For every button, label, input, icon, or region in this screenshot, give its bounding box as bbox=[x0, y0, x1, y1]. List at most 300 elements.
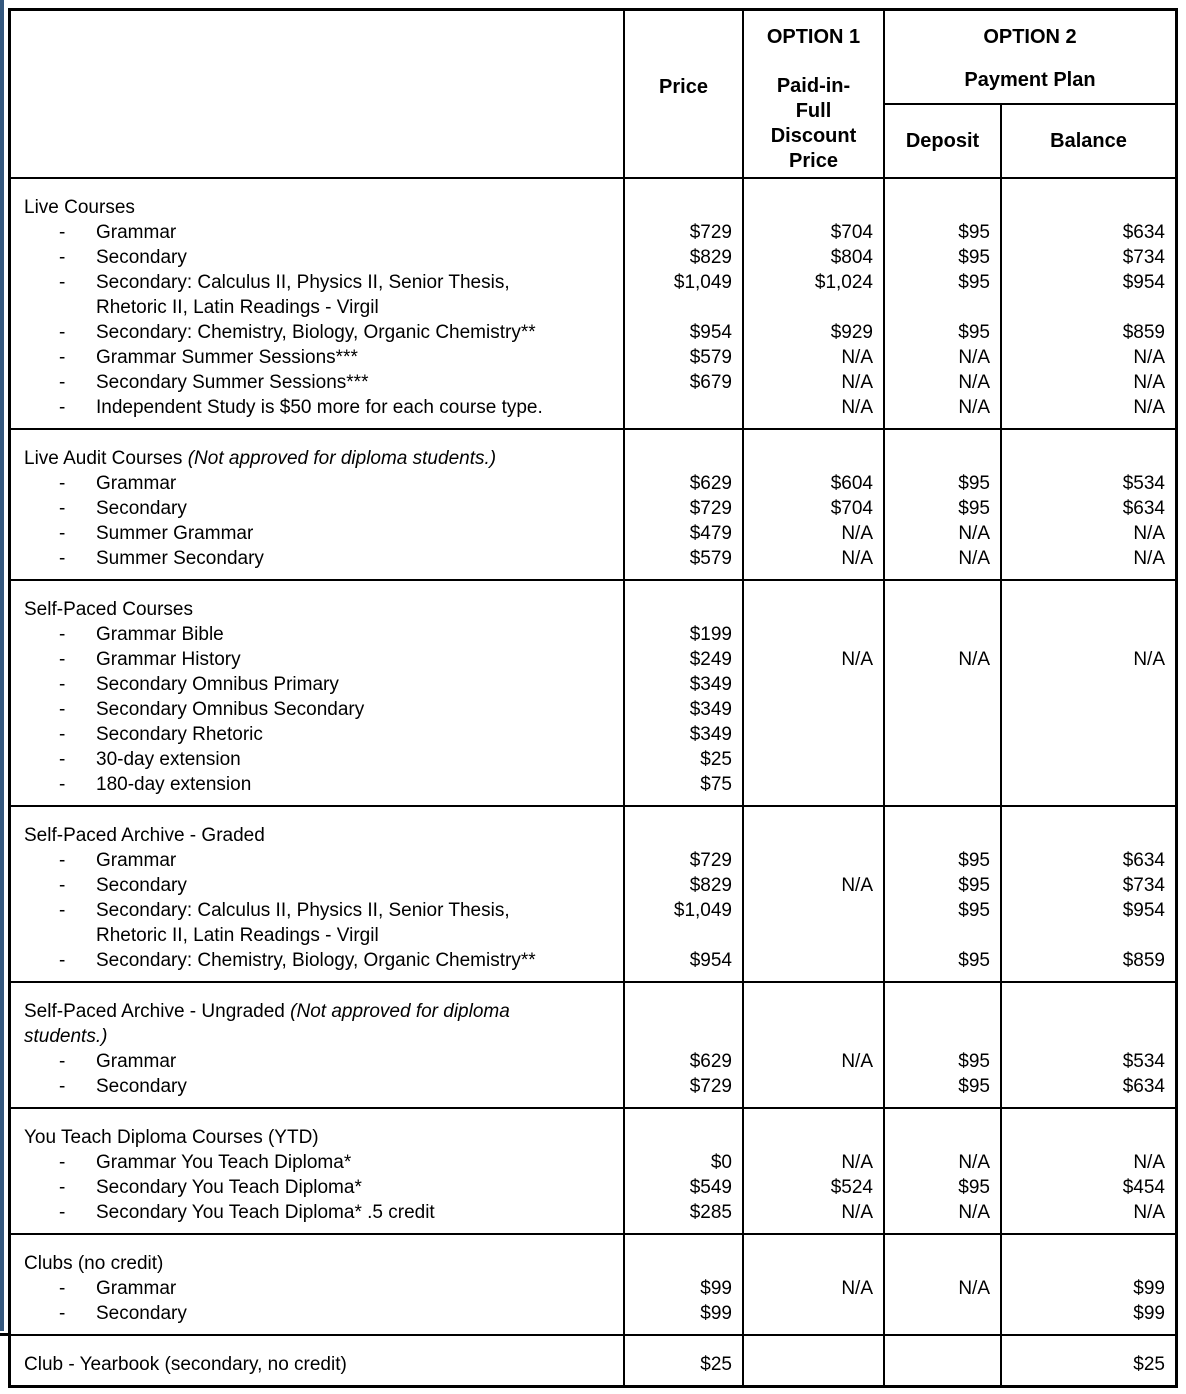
price-value bbox=[625, 195, 742, 220]
bullet-dash: - bbox=[59, 1076, 66, 1097]
label-text: 180-day extension bbox=[96, 774, 252, 795]
col-header-option1-sub: Paid-in-Full Discount Price bbox=[770, 75, 857, 172]
balance-column-cell bbox=[1000, 983, 1175, 1107]
label-text: Grammar Bible bbox=[96, 624, 224, 645]
section-labels bbox=[11, 1235, 623, 1334]
bullet-dash: - bbox=[59, 749, 66, 770]
balance-value: N/A bbox=[1133, 397, 1165, 418]
section-heading-line bbox=[23, 597, 617, 622]
balance-value: $634 bbox=[1122, 498, 1165, 519]
price-value: $954 bbox=[689, 322, 732, 343]
price-value: $99 bbox=[700, 1278, 732, 1299]
price-column-cell bbox=[623, 1235, 742, 1334]
bullet-dash: - bbox=[59, 548, 66, 569]
deposit-value: $95 bbox=[958, 322, 990, 343]
label-text: Secondary You Teach Diploma* .5 credit bbox=[96, 1202, 435, 1223]
label-text: Secondary bbox=[96, 247, 187, 268]
price-value: $829 bbox=[689, 875, 732, 896]
col-header-option1-cell bbox=[742, 11, 883, 177]
price-value: $829 bbox=[689, 247, 732, 268]
deposit-value bbox=[885, 772, 1000, 797]
balance-value: N/A bbox=[1133, 372, 1165, 393]
balance-value: $634 bbox=[1122, 850, 1165, 871]
balance-value: $534 bbox=[1122, 1051, 1165, 1072]
course-label-line bbox=[23, 1049, 617, 1074]
col-header-option2: OPTION 2 bbox=[983, 26, 1077, 48]
option1-value bbox=[744, 1352, 883, 1377]
option1-value bbox=[744, 898, 883, 923]
course-label-line bbox=[23, 521, 617, 546]
balance-value bbox=[1002, 597, 1175, 622]
price-column-cell bbox=[623, 179, 742, 428]
price-value: $629 bbox=[689, 1051, 732, 1072]
price-value: $199 bbox=[689, 624, 732, 645]
section-heading-line bbox=[23, 1125, 617, 1150]
option1-value bbox=[744, 747, 883, 772]
label-text: Secondary Omnibus Secondary bbox=[96, 699, 365, 720]
balance-value: N/A bbox=[1133, 523, 1165, 544]
option1-value bbox=[744, 1125, 883, 1150]
price-value bbox=[625, 295, 742, 320]
option1-value bbox=[744, 1301, 883, 1326]
deposit-column-cell bbox=[883, 983, 1000, 1107]
deposit-value: N/A bbox=[958, 397, 990, 418]
option1-value: N/A bbox=[841, 649, 873, 670]
col-header-option2-cell bbox=[885, 11, 1175, 103]
price-value: $629 bbox=[689, 473, 732, 494]
section-you-teach-diploma-courses bbox=[11, 1107, 1175, 1233]
deposit-value: $95 bbox=[958, 900, 990, 921]
option1-value bbox=[744, 772, 883, 797]
bullet-dash: - bbox=[59, 1177, 66, 1198]
option1-value: N/A bbox=[841, 875, 873, 896]
option1-column-cell bbox=[742, 807, 883, 981]
option1-value: N/A bbox=[841, 1202, 873, 1223]
course-label-line bbox=[23, 697, 617, 722]
balance-value bbox=[1002, 823, 1175, 848]
label-text: Secondary: Calculus II, Physics II, Senior Thesis, bbox=[96, 900, 510, 921]
label-text: Clubs (no credit) bbox=[24, 1253, 164, 1274]
price-value bbox=[625, 446, 742, 471]
section-heading-line bbox=[23, 999, 617, 1024]
price-value bbox=[625, 923, 742, 948]
deposit-value bbox=[885, 597, 1000, 622]
option1-value: N/A bbox=[841, 397, 873, 418]
label-text: Grammar bbox=[96, 473, 177, 494]
price-value bbox=[625, 1024, 742, 1049]
course-label-line bbox=[23, 546, 617, 571]
price-value: $75 bbox=[700, 774, 732, 795]
label-text: You Teach Diploma Courses (YTD) bbox=[24, 1127, 319, 1148]
bullet-dash: - bbox=[59, 850, 66, 871]
deposit-value bbox=[885, 195, 1000, 220]
option1-value bbox=[744, 622, 883, 647]
course-label-line bbox=[23, 848, 617, 873]
course-label-line bbox=[23, 370, 617, 395]
balance-column-cell bbox=[1000, 179, 1175, 428]
balance-value bbox=[1002, 999, 1175, 1024]
label-text: Club - Yearbook (secondary, no credit) bbox=[24, 1354, 347, 1375]
option1-value: N/A bbox=[841, 1051, 873, 1072]
header-empty-cell bbox=[11, 11, 623, 177]
option1-value bbox=[744, 672, 883, 697]
label-text: Secondary: Calculus II, Physics II, Senior Thesis, bbox=[96, 272, 510, 293]
deposit-value bbox=[885, 747, 1000, 772]
section-club-yearbook bbox=[11, 1334, 1175, 1385]
balance-value bbox=[1002, 1251, 1175, 1276]
pricing-table bbox=[8, 8, 1178, 1388]
option1-column-cell bbox=[742, 1109, 883, 1233]
col-header-payment-plan: Payment Plan bbox=[964, 69, 1096, 91]
deposit-value bbox=[885, 1125, 1000, 1150]
course-label-line bbox=[23, 622, 617, 647]
balance-value bbox=[1002, 697, 1175, 722]
option1-value bbox=[744, 823, 883, 848]
price-value bbox=[625, 823, 742, 848]
balance-value: N/A bbox=[1133, 347, 1165, 368]
option1-value bbox=[744, 195, 883, 220]
price-value: $349 bbox=[689, 724, 732, 745]
bullet-dash: - bbox=[59, 774, 66, 795]
price-column-cell bbox=[623, 430, 742, 579]
balance-column-cell bbox=[1000, 1109, 1175, 1233]
course-label-line bbox=[23, 1150, 617, 1175]
option1-value: $804 bbox=[830, 247, 873, 268]
bullet-dash: - bbox=[59, 247, 66, 268]
course-label-line bbox=[23, 873, 617, 898]
deposit-column-cell bbox=[883, 430, 1000, 579]
deposit-column-cell bbox=[883, 807, 1000, 981]
balance-value: $99 bbox=[1133, 1303, 1165, 1324]
price-value: $729 bbox=[689, 850, 732, 871]
deposit-value: $95 bbox=[958, 1051, 990, 1072]
price-value bbox=[625, 597, 742, 622]
option1-value: $524 bbox=[830, 1177, 873, 1198]
deposit-value bbox=[885, 672, 1000, 697]
option1-value bbox=[744, 295, 883, 320]
option1-value bbox=[744, 722, 883, 747]
table-body bbox=[11, 177, 1175, 1385]
bullet-dash: - bbox=[59, 875, 66, 896]
label-text: Secondary You Teach Diploma* bbox=[96, 1177, 362, 1198]
deposit-value bbox=[885, 923, 1000, 948]
balance-value: N/A bbox=[1133, 1202, 1165, 1223]
balance-value: N/A bbox=[1133, 548, 1165, 569]
course-label-line bbox=[23, 923, 617, 948]
price-value bbox=[625, 999, 742, 1024]
price-column-cell bbox=[623, 1109, 742, 1233]
label-text: Secondary bbox=[96, 1076, 187, 1097]
label-text: Self-Paced Archive - Graded bbox=[24, 825, 265, 846]
section-heading-line bbox=[23, 823, 617, 848]
bullet-dash: - bbox=[59, 347, 66, 368]
section-labels bbox=[11, 807, 623, 981]
bullet-dash: - bbox=[59, 649, 66, 670]
deposit-column-cell bbox=[883, 179, 1000, 428]
option1-value: N/A bbox=[841, 548, 873, 569]
bullet-dash: - bbox=[59, 900, 66, 921]
col-header-deposit: Deposit bbox=[905, 129, 980, 152]
price-value bbox=[625, 1251, 742, 1276]
balance-value: $634 bbox=[1122, 1076, 1165, 1097]
option1-value: $704 bbox=[830, 498, 873, 519]
price-value: $729 bbox=[689, 498, 732, 519]
price-value: $479 bbox=[689, 523, 732, 544]
section-self-paced-archive-ungraded bbox=[11, 981, 1175, 1107]
balance-value: $734 bbox=[1122, 875, 1165, 896]
balance-value: N/A bbox=[1133, 649, 1165, 670]
price-value: $25 bbox=[700, 749, 732, 770]
price-value: $349 bbox=[689, 674, 732, 695]
label-text: Secondary: Chemistry, Biology, Organic Chemistry** bbox=[96, 322, 536, 343]
course-label-line bbox=[23, 772, 617, 797]
option1-value bbox=[744, 446, 883, 471]
balance-value bbox=[1002, 1125, 1175, 1150]
label-text: Summer Grammar bbox=[96, 523, 254, 544]
bullet-dash: - bbox=[59, 272, 66, 293]
balance-value: $859 bbox=[1122, 322, 1165, 343]
course-label-line bbox=[23, 898, 617, 923]
label-text: Secondary Summer Sessions*** bbox=[96, 372, 369, 393]
col-header-balance: Balance bbox=[1050, 129, 1127, 152]
course-label-line bbox=[23, 1175, 617, 1200]
course-label-line bbox=[23, 1200, 617, 1225]
label-text: Secondary bbox=[96, 498, 187, 519]
course-label-line bbox=[23, 496, 617, 521]
option1-value bbox=[744, 1024, 883, 1049]
table-header bbox=[11, 11, 1175, 177]
label-text: Grammar You Teach Diploma* bbox=[96, 1152, 352, 1173]
balance-value bbox=[1002, 295, 1175, 320]
deposit-value bbox=[885, 1024, 1000, 1049]
balance-column-cell bbox=[1000, 430, 1175, 579]
option1-value bbox=[744, 1251, 883, 1276]
course-label-line bbox=[23, 1276, 617, 1301]
label-text: Self-Paced Courses bbox=[24, 599, 193, 620]
option1-value: $1,024 bbox=[814, 272, 873, 293]
label-text: Secondary Rhetoric bbox=[96, 724, 263, 745]
price-value: $99 bbox=[700, 1303, 732, 1324]
balance-value bbox=[1002, 747, 1175, 772]
course-label-line bbox=[23, 722, 617, 747]
bullet-dash: - bbox=[59, 222, 66, 243]
balance-value bbox=[1002, 1024, 1175, 1049]
deposit-value: N/A bbox=[958, 347, 990, 368]
price-column-cell bbox=[623, 1336, 742, 1385]
bullet-dash: - bbox=[59, 498, 66, 519]
bullet-dash: - bbox=[59, 950, 66, 971]
balance-value: $534 bbox=[1122, 473, 1165, 494]
section-heading-line bbox=[23, 446, 617, 471]
bullet-dash: - bbox=[59, 724, 66, 745]
balance-column-cell bbox=[1000, 581, 1175, 805]
deposit-value: $95 bbox=[958, 1177, 990, 1198]
label-text: Live Courses bbox=[24, 197, 135, 218]
bullet-dash: - bbox=[59, 523, 66, 544]
label-text: 30-day extension bbox=[96, 749, 241, 770]
bullet-dash: - bbox=[59, 1152, 66, 1173]
deposit-value: $95 bbox=[958, 272, 990, 293]
section-labels bbox=[11, 430, 623, 579]
course-label-line bbox=[23, 948, 617, 973]
deposit-value: N/A bbox=[958, 1278, 990, 1299]
balance-value: $954 bbox=[1122, 900, 1165, 921]
deposit-value: N/A bbox=[958, 548, 990, 569]
bullet-dash: - bbox=[59, 1202, 66, 1223]
deposit-column-cell bbox=[883, 1336, 1000, 1385]
deposit-value: $95 bbox=[958, 950, 990, 971]
course-label-line bbox=[23, 295, 617, 320]
balance-value bbox=[1002, 195, 1175, 220]
bullet-dash: - bbox=[59, 1278, 66, 1299]
section-heading-line bbox=[23, 1352, 617, 1377]
deposit-value: N/A bbox=[958, 1202, 990, 1223]
deposit-column-cell bbox=[883, 1235, 1000, 1334]
balance-value bbox=[1002, 622, 1175, 647]
deposit-value bbox=[885, 1352, 1000, 1377]
deposit-value bbox=[885, 446, 1000, 471]
option1-value: N/A bbox=[841, 1278, 873, 1299]
section-labels bbox=[11, 1336, 623, 1385]
col-header-option2-group bbox=[883, 11, 1175, 177]
label-text-italic: (Not approved for diploma students.) bbox=[187, 448, 497, 469]
balance-value: $859 bbox=[1122, 950, 1165, 971]
label-text: Secondary Omnibus Primary bbox=[96, 674, 339, 695]
price-value: $25 bbox=[700, 1354, 732, 1375]
course-label-line bbox=[23, 647, 617, 672]
balance-value: $99 bbox=[1133, 1278, 1165, 1299]
bullet-dash: - bbox=[59, 624, 66, 645]
course-label-line bbox=[23, 672, 617, 697]
deposit-value: N/A bbox=[958, 649, 990, 670]
course-label-line bbox=[23, 395, 617, 420]
deposit-value: $95 bbox=[958, 222, 990, 243]
label-text: Grammar bbox=[96, 222, 177, 243]
deposit-value: $95 bbox=[958, 247, 990, 268]
deposit-value bbox=[885, 295, 1000, 320]
section-live-audit-courses bbox=[11, 428, 1175, 579]
price-column-cell bbox=[623, 983, 742, 1107]
option1-value bbox=[744, 597, 883, 622]
deposit-column-cell bbox=[883, 581, 1000, 805]
course-label-line bbox=[23, 345, 617, 370]
label-text: Grammar bbox=[96, 1278, 177, 1299]
price-column-cell bbox=[623, 581, 742, 805]
deposit-value: $95 bbox=[958, 1076, 990, 1097]
deposit-value: $95 bbox=[958, 498, 990, 519]
price-value: $579 bbox=[689, 548, 732, 569]
price-value: $349 bbox=[689, 699, 732, 720]
label-text-italic: (Not approved for diploma bbox=[290, 1001, 510, 1022]
course-label-line bbox=[23, 747, 617, 772]
label-text: Self-Paced Archive - Ungraded bbox=[24, 1001, 291, 1022]
section-heading-line bbox=[23, 1251, 617, 1276]
price-value: $549 bbox=[689, 1177, 732, 1198]
col-header-option2-subcolumns bbox=[885, 103, 1175, 177]
label-text: Independent Study is $50 more for each course type. bbox=[96, 397, 543, 418]
col-header-option1: OPTION 1 bbox=[766, 26, 861, 48]
bullet-dash: - bbox=[59, 1303, 66, 1324]
section-labels bbox=[11, 1109, 623, 1233]
price-column-cell bbox=[623, 807, 742, 981]
course-label-line bbox=[23, 320, 617, 345]
option1-value bbox=[744, 948, 883, 973]
price-value: $579 bbox=[689, 347, 732, 368]
deposit-value: N/A bbox=[958, 372, 990, 393]
price-value: $729 bbox=[689, 222, 732, 243]
balance-value: N/A bbox=[1133, 1152, 1165, 1173]
deposit-value bbox=[885, 1251, 1000, 1276]
section-live-courses bbox=[11, 177, 1175, 428]
bullet-dash: - bbox=[59, 699, 66, 720]
deposit-value bbox=[885, 697, 1000, 722]
deposit-value bbox=[885, 999, 1000, 1024]
balance-column-cell bbox=[1000, 1336, 1175, 1385]
label-text: Secondary bbox=[96, 875, 187, 896]
option1-value: N/A bbox=[841, 372, 873, 393]
balance-column-cell bbox=[1000, 807, 1175, 981]
bullet-dash: - bbox=[59, 397, 66, 418]
label-text: Summer Secondary bbox=[96, 548, 264, 569]
price-value: $954 bbox=[689, 950, 732, 971]
option1-column-cell bbox=[742, 1235, 883, 1334]
price-value bbox=[625, 395, 742, 420]
course-label-line bbox=[23, 1074, 617, 1099]
option1-column-cell bbox=[742, 1336, 883, 1385]
section-labels bbox=[11, 179, 623, 428]
deposit-value bbox=[885, 622, 1000, 647]
label-text: Rhetoric II, Latin Readings - Virgil bbox=[96, 925, 379, 946]
balance-value bbox=[1002, 672, 1175, 697]
option1-value: $929 bbox=[830, 322, 873, 343]
balance-value bbox=[1002, 722, 1175, 747]
price-value: $679 bbox=[689, 372, 732, 393]
balance-value: $954 bbox=[1122, 272, 1165, 293]
bullet-dash: - bbox=[59, 473, 66, 494]
balance-value bbox=[1002, 923, 1175, 948]
course-label-line bbox=[23, 1301, 617, 1326]
deposit-value bbox=[885, 823, 1000, 848]
option1-value: $604 bbox=[830, 473, 873, 494]
balance-value: $634 bbox=[1122, 222, 1165, 243]
bullet-dash: - bbox=[59, 674, 66, 695]
balance-value bbox=[1002, 446, 1175, 471]
col-header-deposit-cell bbox=[885, 105, 1000, 177]
deposit-column-cell bbox=[883, 1109, 1000, 1233]
balance-value: $25 bbox=[1133, 1354, 1165, 1375]
col-header-balance-cell bbox=[1000, 105, 1175, 177]
label-text: Grammar bbox=[96, 1051, 177, 1072]
price-value: $0 bbox=[710, 1152, 732, 1173]
label-text: Grammar Summer Sessions*** bbox=[96, 347, 358, 368]
option1-column-cell bbox=[742, 581, 883, 805]
section-clubs bbox=[11, 1233, 1175, 1334]
deposit-value: N/A bbox=[958, 1152, 990, 1173]
deposit-value bbox=[885, 722, 1000, 747]
price-value: $1,049 bbox=[673, 900, 732, 921]
deposit-value: N/A bbox=[958, 523, 990, 544]
label-text: Rhetoric II, Latin Readings - Virgil bbox=[96, 297, 379, 318]
balance-column-cell bbox=[1000, 1235, 1175, 1334]
option1-value bbox=[744, 923, 883, 948]
course-label-line bbox=[23, 270, 617, 295]
price-value: $285 bbox=[689, 1202, 732, 1223]
option1-value bbox=[744, 697, 883, 722]
price-value: $1,049 bbox=[673, 272, 732, 293]
price-value bbox=[625, 1125, 742, 1150]
option1-value: $704 bbox=[830, 222, 873, 243]
option1-value bbox=[744, 1074, 883, 1099]
